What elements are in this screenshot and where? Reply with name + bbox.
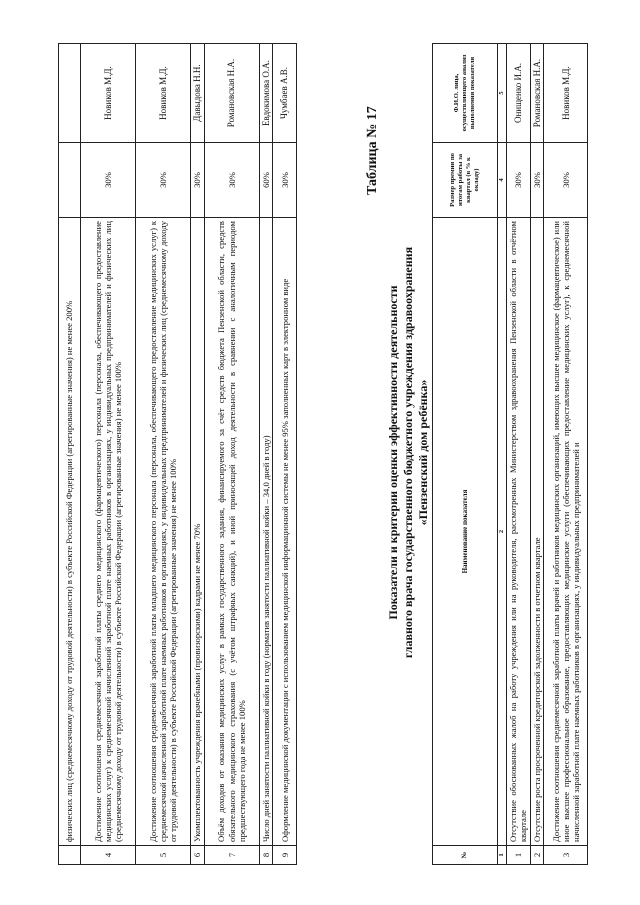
bonus-percent: 30% <box>204 143 259 218</box>
indicator-text: физических лиц (среднемесячному доходу от трудовой деятельности) в субъекте Российской Федерации (агрегированные значения) не менее 200% <box>59 218 81 846</box>
row-number: 6 <box>191 846 205 865</box>
indicator-text: Достижение соотношения среднемесячной заработной платы младшего медицинского персонала (персонала, обеспечивающего предоставление медицинских услуг) к среднемесячной начисленной заработной плате наемных работников в организациях, у индивидуальных предпринимателей и физических лиц (среднемесячному доходу от трудовой деятельности) в субъекте Российской Федерации (агрегированные значения) не менее 100% <box>136 218 191 846</box>
responsible-person: Новиков М.Д. <box>544 44 588 143</box>
bonus-percent: 30% <box>136 143 191 218</box>
indicator-text: Объём доходов от оказания медицинских услуг в рамках государственного задания, финансируемого за счёт средств бюджета Пензенской области, средств обязательного медицинского страхования (с учётом штрафных санкций), и иной приносящей доход деятельности в сравнении с аналогичным периодом предшествующего года не менее 100% <box>204 218 259 846</box>
row-number: 7 <box>204 846 259 865</box>
indicator-text: Достижение соотношения среднемесячной заработной платы врачей и работников медицинских организаций, имеющих высшее медицинское (фармацевтическое) или иное высшее профессиональное образование, предоставляющих медицинские услуги (обеспечивающих предоставление медицинских услуг), к среднемесячной начисленной заработной плате наемных работников в организациях, у индивидуальных предпринимателей и <box>544 218 588 846</box>
indicator-text: Число дней занятости паллиативной койки в году (норматив занятости паллиативной койки – 34,0 дней в году) <box>259 218 273 846</box>
table-row <box>273 44 297 865</box>
bonus-percent <box>59 143 81 218</box>
criteria-table-continued <box>58 43 297 865</box>
header-bonus-size: Размер премии по итогам работы за квартал (в % к окладу) <box>433 143 498 218</box>
row-number <box>59 846 81 865</box>
responsible-person: Романовская Н.А. <box>204 44 259 143</box>
bonus-percent: 30% <box>191 143 205 218</box>
column-number: 2 <box>498 218 507 846</box>
title-line: главного врача государственного бюджетного учреждения здравоохранения <box>401 246 415 659</box>
column-number: 4 <box>498 143 507 218</box>
table-row <box>136 44 191 865</box>
responsible-person: Онищенко И.А. <box>506 44 530 143</box>
header-number: № <box>433 846 498 865</box>
column-numbers-row <box>498 44 507 865</box>
title-line: Показатели и критерии оценки эффективности деятельности <box>386 285 400 620</box>
row-number: 8 <box>259 846 273 865</box>
row-number: 3 <box>544 846 588 865</box>
responsible-person: Евдокимова О.А. <box>259 44 273 143</box>
indicator-text: Отсутствие роста просроченной кредиторской задолженности в отчетном квартале <box>530 218 544 846</box>
column-number: 5 <box>498 44 507 143</box>
table-row <box>81 44 136 865</box>
criteria-table <box>432 43 588 865</box>
table-row <box>259 44 273 865</box>
responsible-person: Новиков М.Д. <box>81 44 136 143</box>
header-responsible: Ф.И.О. лица, осуществляющего анализ выполнения показателя <box>433 44 498 143</box>
bonus-percent: 30% <box>273 143 297 218</box>
responsible-person: Чумбаев А.В. <box>273 44 297 143</box>
title-line: «Пензенский дом ребёнка» <box>416 379 430 526</box>
row-number: 1 <box>506 846 530 865</box>
row-number: 4 <box>81 846 136 865</box>
responsible-person: Новиков М.Д. <box>136 44 191 143</box>
table-number-label: Таблица № 17 <box>365 106 380 195</box>
table-row <box>544 44 588 865</box>
table-row <box>204 44 259 865</box>
row-number: 2 <box>530 846 544 865</box>
indicator-text: Укомплектованность учреждения врачебными (провизорскими) кадрами не менее 70% <box>191 218 205 846</box>
bonus-percent: 30% <box>530 143 544 218</box>
bonus-percent: 30% <box>544 143 588 218</box>
indicator-text: Оформление медицинской документации с использованием медицинской информационной системы не менее 95% заполненных карт в электронном виде <box>273 218 297 846</box>
table-row <box>530 44 544 865</box>
indicator-text: Достижение соотношения среднемесячной заработной платы среднего медицинского (фармацевтического) персонала (персонала, обеспечивающего предоставление медицинских услуг) к среднемесячной начисленной заработной плате наемных работников в организациях, у индивидуальных предпринимателей и физических лиц (среднемесячному доходу от трудовой деятельности) в субъекте Российской Федерации (агрегированные значения) не менее 100% <box>81 218 136 846</box>
indicator-text: Отсутствие обоснованных жалоб на работу учреждения или на руководителя, рассмотренных Министерством здравоохранения Пензенской области в отчётном квартале <box>506 218 530 846</box>
table-row <box>59 44 81 865</box>
bonus-percent: 60% <box>259 143 273 218</box>
page-title <box>386 100 431 805</box>
row-number: 5 <box>136 846 191 865</box>
row-number: 9 <box>273 846 297 865</box>
bonus-percent: 30% <box>81 143 136 218</box>
table-row <box>191 44 205 865</box>
column-number: 1 <box>498 846 507 865</box>
table-header-row <box>433 44 498 865</box>
responsible-person <box>59 44 81 143</box>
bonus-percent: 30% <box>506 143 530 218</box>
responsible-person: Романовская Н.А. <box>530 44 544 143</box>
responsible-person: Давыдова Н.Н. <box>191 44 205 143</box>
header-indicator-name: Наименование показателя <box>433 218 498 846</box>
table-row <box>506 44 530 865</box>
